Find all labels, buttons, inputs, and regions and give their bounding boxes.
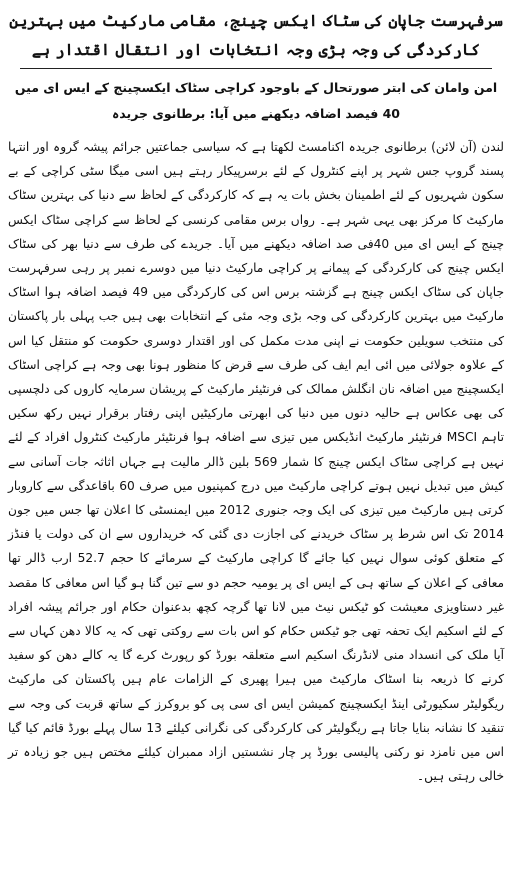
headline: سرفہرست جاپان کی سٹاک ایکس چینج، مقامی مارکیٹ میں بہترین کارکردگی کی وجہ بڑی وجہ انتخابات اور انتقال اقتدار ہے [9,11,503,59]
article-body: لندن (آن لائن) برطانوی جریدہ اکنامسٹ لکھتا ہے کہ سیاسی جماعتیں جرائم پیشہ گروہ اور انتہا پسند گروپ جس شہر پر اپنے کنٹرول کے لئے برسرپیکار رہتے ہیں اسی میگا سٹی کراچی کے بے سکون شہریوں کے لئے اطمینان بخش بات یہ ہے کہ کارکردگی کے لحاظ سے دنیا کی بہترین سٹاک مارکیٹ کا مرکز بھی یہی شہر ہے۔ رواں برس مقامی کرنسی کے لحاظ سے کراچی سٹاک ایکس چینج کے ایس ای میں 40فی صد اضافہ دیکھنے میں آیا۔ جریدے کی طرف سے دنیا بھر کی سٹاک ایکس چینج کی کارکردگی کے پیمانے پر کراچی مارکیٹ دنیا میں دوسرے نمبر پر رہی سرفہرست جاپان کی سٹاک ایکس چینج ہے گزشتہ برس اس کی کارکردگی میں 49 فیصد اضافہ ہوا اسٹاک مارکیٹ میں بہترین کارکردگی کی وجہ بڑی وجہ مئی کے انتخابات بھی ہیں جب پہلی بار پاکستان کی منتخب سویلین حکومت نے اپنی مدت مکمل کی اور اقتدار دوسری حکومت کو منتقل کیا اس کے علاوہ جولائی میں ائی ایم ایف کی طرف سے قرض کا منظور ہونا بھی وجہ ہے کراچی اسٹاک ایکسچینج میں اضافہ نان انگلش ممالک کی فرنٹیئر مارکیٹ کے پریشان سرمایہ کاروں کی دلچسپی کی بھی عکاس ہے حالیہ دنوں میں دنیا کی ابھرتی مارکیٹیں اپنی رفتار برقرار نہیں رکھ سکیں تاہم MSCI فرنٹیئر مارکیٹ انڈیکس میں تیزی سے اضافہ ہوا فرنٹیئر مارکیٹ کنٹرول افراد کے لئے نہیں ہے کراچی سٹاک ایکس چینج کا شمار 569 بلین ڈالر مالیت ہے جہاں اثاثہ جات آسانی سے کیش میں تبدیل نہیں ہوتے کراچی مارکیٹ میں درج کمپنیوں میں صرف 60 باقاعدگی سے کاروبار کرتی ہیں مارکیٹ میں تیزی کی ایک وجہ جنوری 2012 میں ایمنسٹی کا اعلان تھا جس میں جون 2014 تک اس شرط پر سٹاک خریدنے کی اجازت دی گئی کہ خریداروں سے ان کی دولت یا فنڈز کے متعلق کوئی سوال نہیں کیا جائے گا کراچی مارکیٹ کے سرمائے کا حجم 52.7 ارب ڈالر تھا معافی کے اعلان کے ساتھ ہی کے ایس ای پر یومیہ حجم دو سے تین گنا ہو گیا اس معافی کا مقصد غیر دستاویزی معیشت کو ٹیکس نیٹ میں لانا تھا گرچہ کچھ بدعنوان حکام اور جرائم پیشہ افراد کے لئے اسکیم ایک تحفہ تھی جو ٹیکس حکام کو اس بات سے روکتی تھی کہ یہ کالا دھن کہاں سے آیا ملک کی انسداد منی لانڈرنگ اسکیم اسے متعلقہ بورڈ کو رپورٹ کرے گا یہ کالے دھن کو سفید کرنے کا ذریعہ بنا اسٹاک مارکیٹ میں ہیرا پھیری کے الزامات عام ہیں پاکستان کی مارکیٹ ریگولیٹر سکیورٹی اینڈ ایکسچینج کمیشن ایس ای سی پی کو بروکرز کے ساتھ قربت کی وجہ سے تنقید کا نشانہ بنایا جاتا ہے ریگولیٹر کی کارکردگی کی نگرانی کیلئے 13 سال پہلے بورڈ قائم کیا گیا اس میں نامزد نو رکنی پالیسی بورڈ پر چار نشستیں ازاد ممبران کیلئے مختص ہیں جو زیادہ تر خالی رہتی ہیں۔ [8,140,505,784]
subheadline: امن وامان کی ابتر صورتحال کے باوجود کراچی سٹاک ایکسچینج کے ایس ای میں 40 فیصد اضافہ دیکھنے میں آیا: برطانوی جریدہ [14,80,498,121]
headline-divider [20,68,492,69]
